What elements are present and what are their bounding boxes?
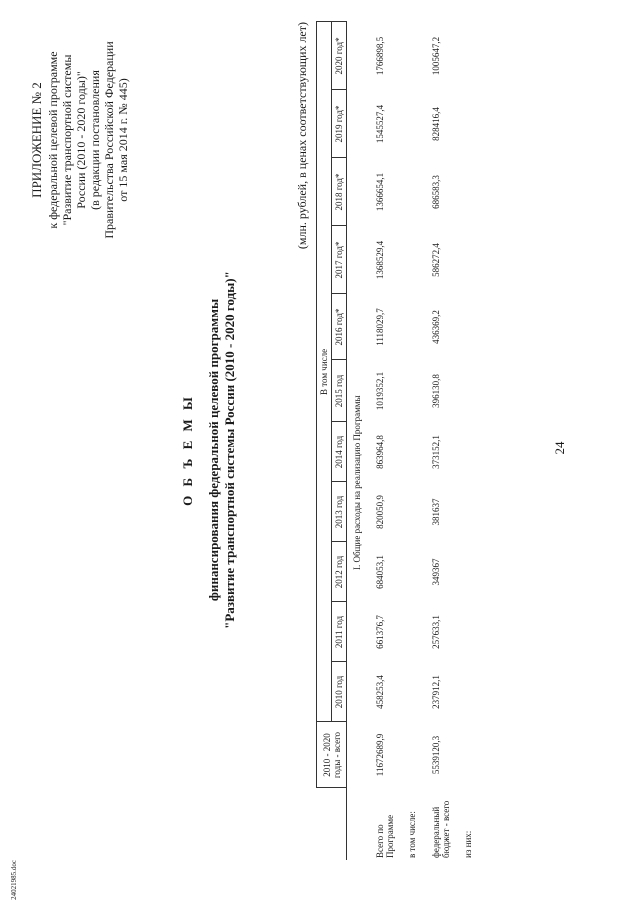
table-cell: 661376,7 [375,615,385,649]
annex-block [30,20,130,260]
table-cell: 1118029,7 [375,308,385,346]
table-cell: 237912,1 [431,675,441,709]
row-label: из них: [463,830,473,858]
table-cell: 586272,4 [431,243,441,277]
heading-line: "Развитие транспортной системы России (2010 - 2020 годы)" [222,271,237,629]
table-cell: 436369,2 [431,310,441,344]
header-year: 2015 год [332,360,347,422]
table-cell: 1005647,2 [431,36,441,76]
table-cell: 1368529,4 [375,240,385,280]
row-label: в том числе: [407,811,417,858]
header-year: 2020 год* [332,22,347,90]
funding-table [316,21,479,860]
header-group: В том числе [317,22,332,722]
header-year: 2012 год [332,542,347,602]
annex-line: от 15 мая 2014 г. № 445) [116,78,130,202]
units-note: (млн. рублей, в ценах соответствующих лет) [295,22,309,250]
table-row [453,22,479,860]
document-heading [180,190,238,710]
table-cell: 863964,8 [375,435,385,469]
table-cell: 373152,1 [431,435,441,469]
table-cell: 381637 [431,498,441,526]
row-label: Всего по Программе [375,814,395,858]
header-year: 2014 год [332,422,347,482]
header-year: 2011 год [332,602,347,662]
annex-title: ПРИЛОЖЕНИЕ № 2 [29,82,44,198]
table-row [397,22,423,860]
header-year: 2018 год* [332,158,347,226]
table-cell: 5539120,3 [431,735,441,775]
page-number: 24 [552,441,567,455]
header-year: 2016 год* [332,294,347,360]
annex-line: "Развитие транспортной системы [60,54,74,226]
table-cell: 458253,4 [375,675,385,709]
table-cell: 1019352,1 [375,371,385,411]
rotated-content [0,10,610,890]
header-total: 2010 - 2020 годы - всего [317,722,347,788]
annex-line: (в редакции постановления [88,70,102,210]
table-row [423,22,453,860]
table-cell: 684053,1 [375,555,385,589]
table-cell: 1545527,4 [375,104,385,144]
table-cell: 349367 [431,558,441,586]
table-row [367,22,397,860]
section-title: I. Общие расходы на реализацию Программы [352,395,362,570]
table-cell: 11672689,9 [375,733,385,777]
annex-line: России (2010 - 2020 годы)" [74,71,88,209]
heading-title: О Б Ъ Е М Ы [180,394,195,506]
header-year: 2013 год [332,482,347,542]
file-name: 24021985.doc [10,860,18,900]
table-cell: 828416,4 [431,107,441,141]
annex-line: Правительства Российской Федерации [102,41,116,239]
annex-line: к федеральной целевой программе [46,51,60,229]
table-cell: 686583,3 [431,175,441,209]
row-label: федеральный бюджет - всего [431,800,451,858]
header-year: 2010 год [332,662,347,722]
heading-line: финансирования федеральной целевой программы [206,298,221,602]
table-cell: 396130,8 [431,374,441,408]
table-cell: 1366654,1 [375,172,385,212]
header-year: 2017 год* [332,226,347,294]
header-year: 2019 год* [332,90,347,158]
table-cell: 257633,1 [431,615,441,649]
table-cell: 1766898,5 [375,36,385,76]
header-blank [317,788,347,860]
table-cell: 820050,9 [375,495,385,529]
